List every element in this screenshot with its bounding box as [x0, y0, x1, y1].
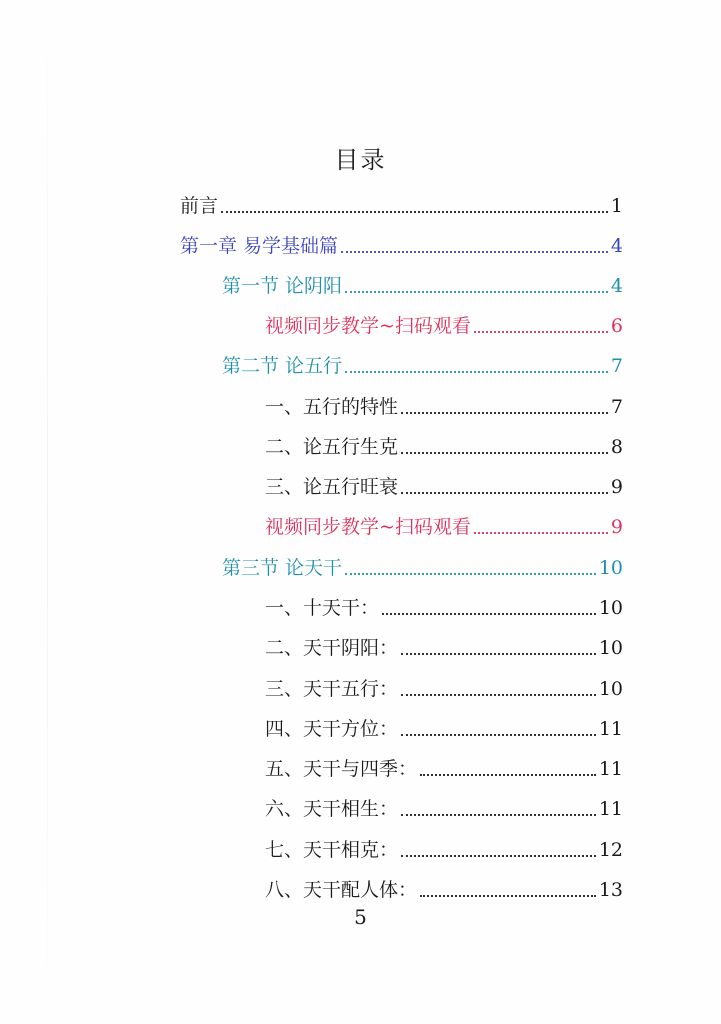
dot-leader	[474, 532, 608, 534]
toc-entry-subsection[interactable]	[265, 707, 623, 741]
toc-entry-label: 六、天干相生：	[265, 798, 399, 820]
toc-entry-page: 10	[598, 597, 623, 619]
toc-entry-subsection[interactable]	[265, 787, 623, 821]
toc-entry-label: 七、天干相克：	[265, 839, 399, 861]
toc-entry-subsection[interactable]	[265, 868, 623, 902]
toc-title: 目录	[334, 146, 387, 174]
toc-entry-subsection[interactable]	[265, 586, 623, 620]
dot-leader	[221, 211, 608, 213]
toc-entry-label: 第三节 论天干	[222, 557, 343, 579]
dot-leader	[401, 814, 596, 816]
dot-leader	[401, 653, 596, 655]
toc-entry-section-2[interactable]	[222, 344, 623, 378]
toc-entry-subsection[interactable]	[265, 828, 623, 862]
toc-entry-preface[interactable]	[180, 184, 623, 218]
toc-entry-label: 五、天干与四季：	[265, 758, 418, 780]
toc-entry-label: 视频同步教学~扫码观看	[265, 315, 471, 337]
toc-entry-label: 二、论五行生克	[265, 436, 399, 458]
dot-leader	[474, 331, 608, 333]
toc-entry-page: 4	[610, 275, 623, 297]
toc-entry-label: 一、十天干：	[265, 597, 380, 619]
toc-entry-page: 7	[610, 396, 623, 418]
toc-entry-page: 1	[610, 195, 623, 217]
toc-entry-page: 11	[598, 758, 623, 780]
toc-entry-label: 二、天干阴阳：	[265, 637, 399, 659]
toc-entry-page: 10	[598, 557, 623, 579]
toc-entry-page: 6	[610, 315, 623, 337]
toc-entry-subsection[interactable]	[265, 747, 623, 781]
toc-entry-subsection[interactable]	[265, 465, 623, 499]
toc-entry-label: 四、天干方位：	[265, 718, 399, 740]
dot-leader	[382, 613, 596, 615]
toc-entry-section-3[interactable]	[222, 546, 623, 580]
toc-entry-label: 第二节 论五行	[222, 355, 343, 377]
dot-leader	[401, 694, 596, 696]
dot-leader	[420, 895, 596, 897]
dot-leader	[401, 412, 608, 414]
dot-leader	[345, 573, 596, 575]
toc-entry-subsection[interactable]	[265, 667, 623, 701]
dot-leader	[341, 251, 608, 253]
toc-entry-video-link[interactable]	[265, 304, 623, 338]
toc-entry-page: 4	[610, 235, 623, 257]
toc-entry-page: 7	[610, 355, 623, 377]
toc-entry-page: 10	[598, 637, 623, 659]
toc-entry-page: 11	[598, 718, 623, 740]
toc-entry-subsection[interactable]	[265, 385, 623, 419]
toc-entry-page: 12	[598, 839, 623, 861]
toc-entry-label: 前言	[180, 195, 219, 217]
toc-entry-label: 第一章 易学基础篇	[180, 235, 339, 257]
dot-leader	[345, 371, 608, 373]
dot-leader	[401, 855, 596, 857]
toc-entry-chapter-1[interactable]	[180, 224, 623, 258]
toc-entry-page: 9	[610, 476, 623, 498]
dot-leader	[401, 492, 608, 494]
toc-entry-page: 13	[598, 879, 623, 901]
dot-leader	[401, 452, 608, 454]
toc-entry-page: 11	[598, 798, 623, 820]
toc-entry-page: 9	[610, 516, 623, 538]
toc-entry-video-link[interactable]	[265, 505, 623, 539]
dot-leader	[345, 291, 608, 293]
toc-entry-label: 一、五行的特性	[265, 396, 399, 418]
dot-leader	[401, 734, 596, 736]
toc-entry-section-1[interactable]	[222, 264, 623, 298]
toc-entry-label: 三、天干五行：	[265, 678, 399, 700]
toc-entry-label: 八、天干配人体：	[265, 879, 418, 901]
toc-entry-label: 视频同步教学~扫码观看	[265, 516, 471, 538]
dot-leader	[420, 774, 596, 776]
toc-entry-page: 8	[610, 436, 623, 458]
toc-entry-label: 第一节 论阴阳	[222, 275, 343, 297]
toc-entry-page: 10	[598, 678, 623, 700]
page-number: 5	[354, 905, 367, 929]
toc-entry-subsection[interactable]	[265, 626, 623, 660]
toc-entry-label: 三、论五行旺衰	[265, 476, 399, 498]
toc-entry-subsection[interactable]	[265, 425, 623, 459]
